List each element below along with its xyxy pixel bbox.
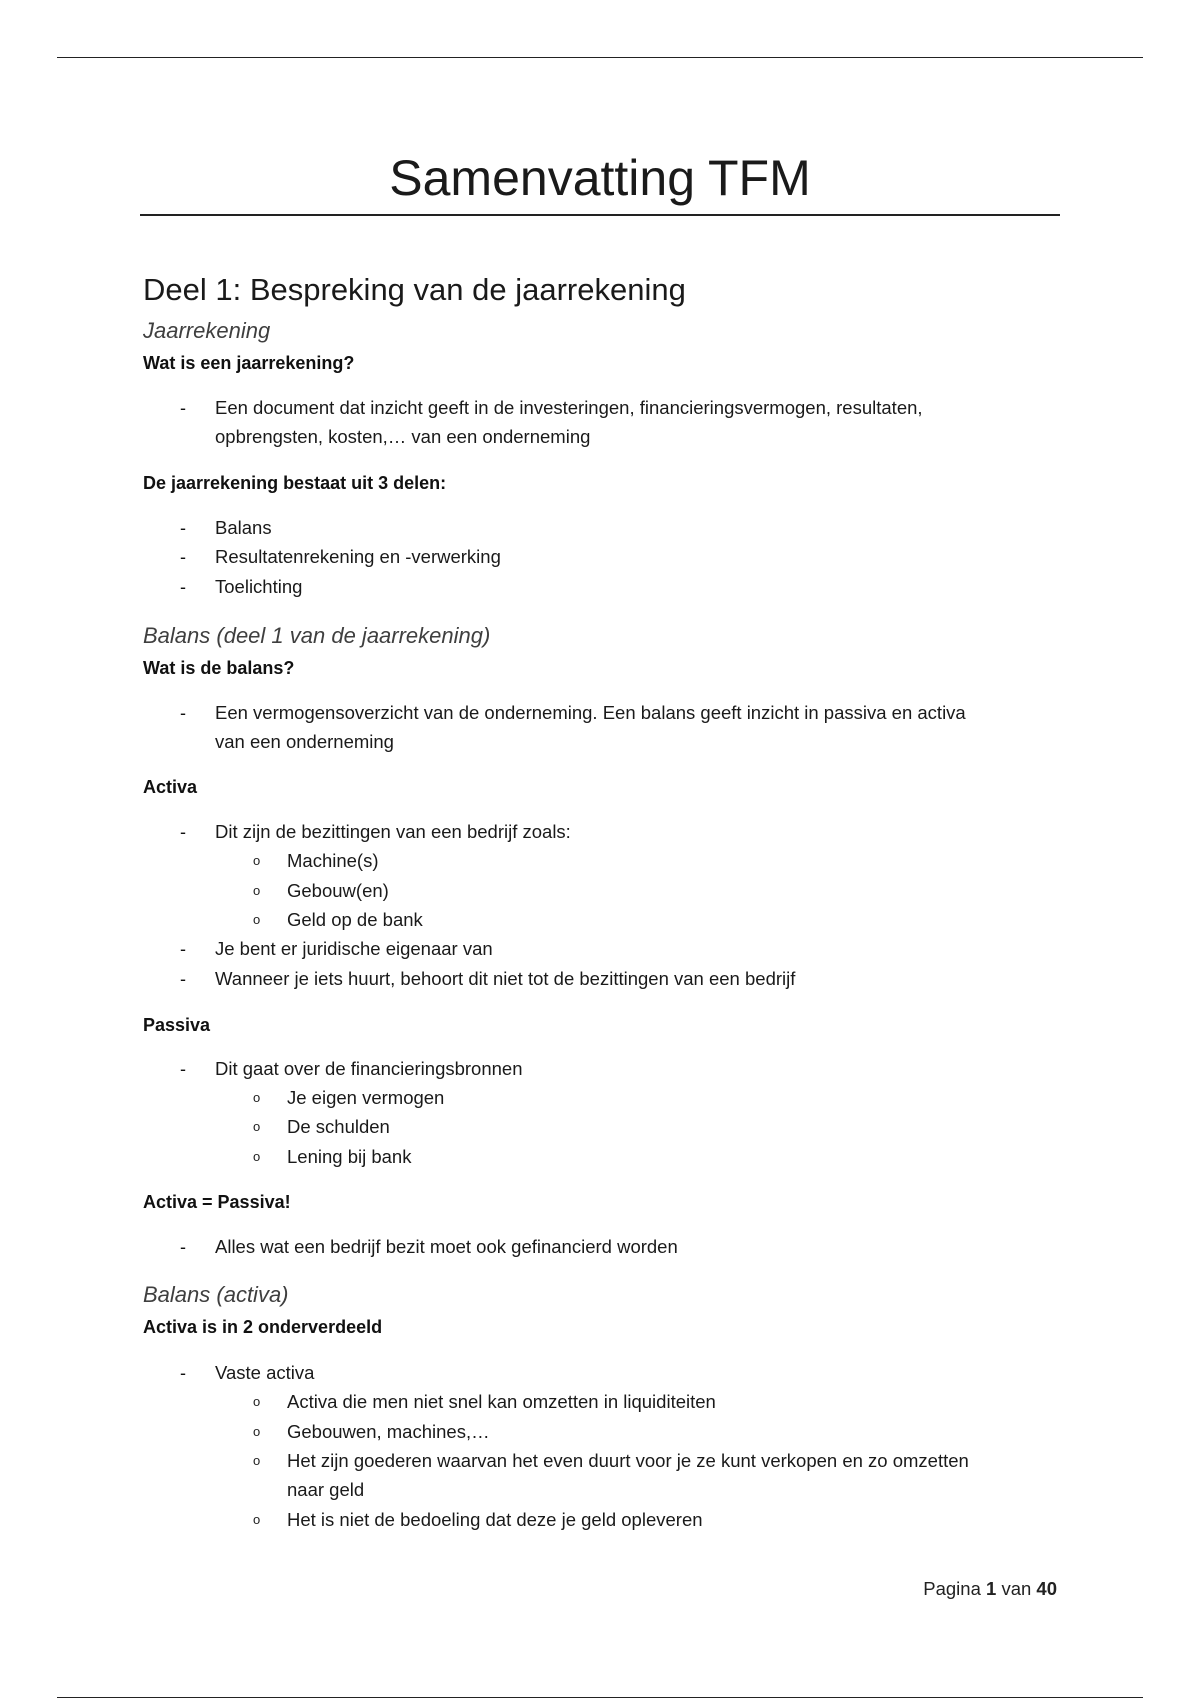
- bullet-circle-icon: o: [253, 912, 261, 927]
- bullet-dash: -: [180, 703, 186, 723]
- bullet-circle-icon: o: [253, 883, 261, 898]
- bullet-circle-icon: o: [253, 1424, 261, 1439]
- list-item: Een document dat inzicht geeft in de investeringen, financieringsvermogen, resultaten,: [215, 397, 923, 418]
- subheading-jaarrekening: Jaarrekening: [143, 318, 271, 343]
- bullet-dash: -: [180, 577, 186, 597]
- title-underline: [140, 214, 1060, 216]
- sub-list-item: Je eigen vermogen: [287, 1087, 445, 1108]
- list-item: Resultatenrekening en -verwerking: [215, 546, 501, 567]
- label-activa: Activa: [143, 777, 198, 797]
- label-passiva: Passiva: [143, 1015, 211, 1035]
- list-item-continuation: van een onderneming: [215, 731, 394, 752]
- list-item: Balans: [215, 517, 272, 538]
- page-bottom-rule: [57, 1697, 1143, 1698]
- sub-list-item-continuation: naar geld: [287, 1479, 365, 1500]
- bullet-circle-icon: o: [253, 1149, 261, 1164]
- list-item-continuation: opbrengsten, kosten,… van een onderneming: [215, 426, 591, 447]
- list-item: Toelichting: [215, 576, 303, 597]
- bullet-circle-icon: o: [253, 1512, 261, 1527]
- list-item: Vaste activa: [215, 1362, 315, 1383]
- list-item: Een vermogensoverzicht van de onderneming. Een balans geeft inzicht in passiva en activa: [215, 702, 966, 723]
- label-activa-onderverdeeld: Activa is in 2 onderverdeeld: [143, 1317, 383, 1337]
- question-wat-is-balans: Wat is de balans?: [143, 658, 295, 678]
- section-heading: Deel 1: Bespreking van de jaarrekening: [143, 272, 686, 307]
- sub-list-item: Het is niet de bedoeling dat deze je geld opleveren: [287, 1509, 703, 1530]
- label-activa-passiva: Activa = Passiva!: [143, 1192, 291, 1212]
- list-item: Dit gaat over de financieringsbronnen: [215, 1058, 523, 1079]
- sub-list-item: Het zijn goederen waarvan het even duurt voor je ze kunt verkopen en zo omzetten: [287, 1450, 969, 1471]
- bullet-dash: -: [180, 822, 186, 842]
- list-item: Alles wat een bedrijf bezit moet ook gefinancierd worden: [215, 1236, 678, 1257]
- bullet-circle-icon: o: [253, 853, 261, 868]
- bullet-circle-icon: o: [253, 1090, 261, 1105]
- sub-list-item: Lening bij bank: [287, 1146, 412, 1167]
- bullet-dash: -: [180, 518, 186, 538]
- bullet-dash: -: [180, 1237, 186, 1257]
- bullet-circle-icon: o: [253, 1453, 261, 1468]
- bullet-dash: -: [180, 939, 186, 959]
- sub-list-item: Geld op de bank: [287, 909, 423, 930]
- question-wat-is-jaarrekening: Wat is een jaarrekening?: [143, 353, 355, 373]
- bullet-dash: -: [180, 1059, 186, 1079]
- question-drie-delen: De jaarrekening bestaat uit 3 delen:: [143, 473, 447, 493]
- bullet-dash: -: [180, 1363, 186, 1383]
- list-item: Dit zijn de bezittingen van een bedrijf zoals:: [215, 821, 571, 842]
- bullet-dash: -: [180, 398, 186, 418]
- subheading-balans-activa: Balans (activa): [143, 1282, 289, 1307]
- list-item: Wanneer je iets huurt, behoort dit niet tot de bezittingen van een bedrijf: [215, 968, 796, 989]
- page-number: [923, 1577, 1057, 1601]
- bullet-circle-icon: o: [253, 1394, 261, 1409]
- page-number-prefix: Pagina: [923, 1578, 981, 1599]
- page-number-middle: van: [1001, 1578, 1032, 1599]
- document-title: Samenvatting TFM: [389, 150, 811, 206]
- page-number-current: 1: [986, 1578, 997, 1599]
- list-item: Je bent er juridische eigenaar van: [215, 938, 493, 959]
- bullet-dash: -: [180, 547, 186, 567]
- sub-list-item: Gebouwen, machines,…: [287, 1421, 490, 1442]
- bullet-dash: -: [180, 969, 186, 989]
- sub-list-item: De schulden: [287, 1116, 390, 1137]
- page-top-rule: [57, 57, 1143, 58]
- sub-list-item: Gebouw(en): [287, 880, 389, 901]
- subheading-balans: Balans (deel 1 van de jaarrekening): [143, 623, 491, 648]
- sub-list-item: Activa die men niet snel kan omzetten in liquiditeiten: [287, 1391, 716, 1412]
- page-number-total: 40: [1036, 1578, 1057, 1599]
- sub-list-item: Machine(s): [287, 850, 379, 871]
- bullet-circle-icon: o: [253, 1119, 261, 1134]
